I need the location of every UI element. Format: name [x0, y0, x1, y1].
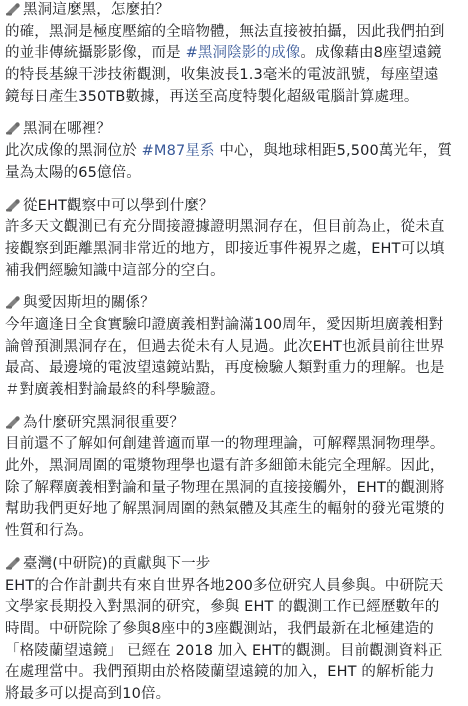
section-spacer — [5, 185, 463, 196]
satellite-dish-icon — [5, 197, 22, 212]
section-heading — [5, 119, 463, 141]
body-text-line — [5, 662, 463, 684]
body-text: 幫助我們更好地了解黑洞周圍的熱氣體及其產生的輻射的發光電漿的 — [5, 501, 445, 518]
body-text: 中心，與地球相距5,500萬光年，質 — [214, 143, 453, 160]
body-text-line — [5, 239, 463, 261]
section-heading-text: 黑洞這麼黑，怎麼拍？ — [23, 2, 170, 18]
body-text-line — [5, 163, 463, 185]
section-spacer — [5, 282, 463, 293]
body-text-line — [5, 641, 463, 663]
body-text-line — [5, 358, 463, 380]
body-text-line — [5, 217, 463, 239]
body-text: 最高、最邊境的電波望遠鏡站點，再度檢驗人類對重力的理解。也是 — [5, 360, 445, 377]
post-section — [5, 554, 463, 706]
body-text-line — [5, 521, 463, 543]
body-text-line — [5, 499, 463, 521]
satellite-dish-icon — [5, 120, 22, 135]
body-text: ＃對廣義相對論最終的科學驗證。 — [5, 382, 225, 398]
body-text-line — [5, 315, 463, 337]
body-text: 時間。中研院除了參與8座中的3座觀測站，我們最新在北極建造的 — [5, 620, 434, 637]
body-text: 的確，黑洞是極度壓縮的全暗物體，無法直接被拍攝，因此我們拍到 — [5, 23, 445, 40]
body-text: 文學家長期投入對黑洞的研究，參與 EHT 的觀測工作已經歷數年的 — [5, 599, 440, 616]
body-text: 。成像藉由8座望遠鏡 — [300, 45, 442, 62]
section-spacer — [5, 108, 463, 119]
section-heading — [5, 0, 463, 22]
satellite-dish-icon — [5, 555, 22, 570]
hashtag-link[interactable]: #黑洞陰影的成像 — [185, 45, 301, 62]
body-text-line — [5, 337, 463, 359]
body-text: 「格陵蘭望遠鏡」 已經在 2018 加入 EHT的觀測。目前觀測資料正 — [5, 642, 443, 659]
body-text-line — [5, 597, 463, 619]
section-spacer — [5, 543, 463, 554]
post-section — [5, 293, 463, 401]
body-text: 的並非傳統攝影影像，而是 — [5, 45, 186, 62]
post-section — [5, 0, 463, 108]
satellite-dish-icon — [5, 294, 22, 309]
body-text-line — [5, 87, 463, 109]
body-text-line — [5, 456, 463, 478]
body-text-line — [5, 684, 463, 706]
body-text-line — [5, 380, 463, 402]
body-text-line — [5, 434, 463, 456]
hashtag-link[interactable]: #M87星系 — [141, 143, 215, 160]
body-text: 在處理當中。我們預期由於格陵蘭望遠鏡的加入，EHT 的解析能力 — [5, 664, 435, 681]
body-text-line — [5, 22, 463, 44]
body-text: 此次成像的黑洞位於 — [5, 143, 142, 160]
section-heading-text: 從EHT觀察中可以學到什麼？ — [23, 197, 214, 214]
body-text-line — [5, 478, 463, 500]
section-heading — [5, 196, 463, 218]
body-text: 論曾預測黑洞存在，但過去從未有人見過。此次EHT也派員前往世界 — [5, 338, 445, 355]
body-text-line — [5, 576, 463, 598]
post-section — [5, 413, 463, 543]
section-heading-text: 為什麼研究黑洞很重要？ — [23, 414, 185, 431]
section-heading-text: 臺灣(中研院)的貢獻與下一步 — [23, 555, 211, 572]
body-text: 此外，黑洞周圍的電漿物理學也還有許多細節未能完全理解。因此， — [5, 458, 445, 475]
body-text: 補我們經驗知識中這部分的空白。 — [5, 262, 225, 279]
body-text-line — [5, 261, 463, 283]
body-text: 許多天文觀測已有充分間接證據證明黑洞存在，但目前為止，從未直 — [5, 219, 445, 236]
section-heading — [5, 554, 463, 576]
body-text: 的特長基線干涉技術觀測，收集波長1.3毫米的電波訊號，每座望遠 — [5, 67, 439, 84]
section-heading — [5, 293, 463, 315]
body-text: EHT的合作計劃共有來自世界各地200多位研究人員參與。中研院天 — [5, 577, 444, 594]
section-heading-text: 黑洞在哪裡？ — [23, 121, 111, 138]
body-text: 今年適逢日全食實驗印證廣義相對論滿100周年，愛因斯坦廣義相對 — [5, 316, 444, 333]
body-text: 量為太陽的65億倍。 — [5, 164, 141, 181]
body-text: 除了解釋廣義相對論和量子物理在黑洞的直接接觸外，EHT的觀測將 — [5, 479, 445, 496]
body-text-line — [5, 141, 463, 163]
body-text: 將最多可以提高到10倍。 — [5, 685, 171, 702]
section-spacer — [5, 402, 463, 413]
satellite-dish-icon — [5, 414, 22, 429]
post-section — [5, 119, 463, 184]
post-section — [5, 196, 463, 283]
section-heading-text: 與愛因斯坦的關係？ — [23, 295, 155, 312]
body-text-line — [5, 43, 463, 65]
body-text: 性質和行為。 — [5, 523, 93, 540]
body-text-line — [5, 65, 463, 87]
section-heading — [5, 413, 463, 435]
body-text-line — [5, 619, 463, 641]
body-text: 接觀察到距離黑洞非常近的地方，即接近事件視界之處，EHT可以填 — [5, 240, 445, 257]
body-text: 鏡每日產生350TB數據，再送至高度特製化超級電腦計算處理。 — [5, 88, 419, 105]
body-text: 目前還不了解如何創建普適而單一的物理理論，可解釋黑洞物理學。 — [5, 436, 445, 453]
satellite-dish-icon — [5, 1, 22, 16]
